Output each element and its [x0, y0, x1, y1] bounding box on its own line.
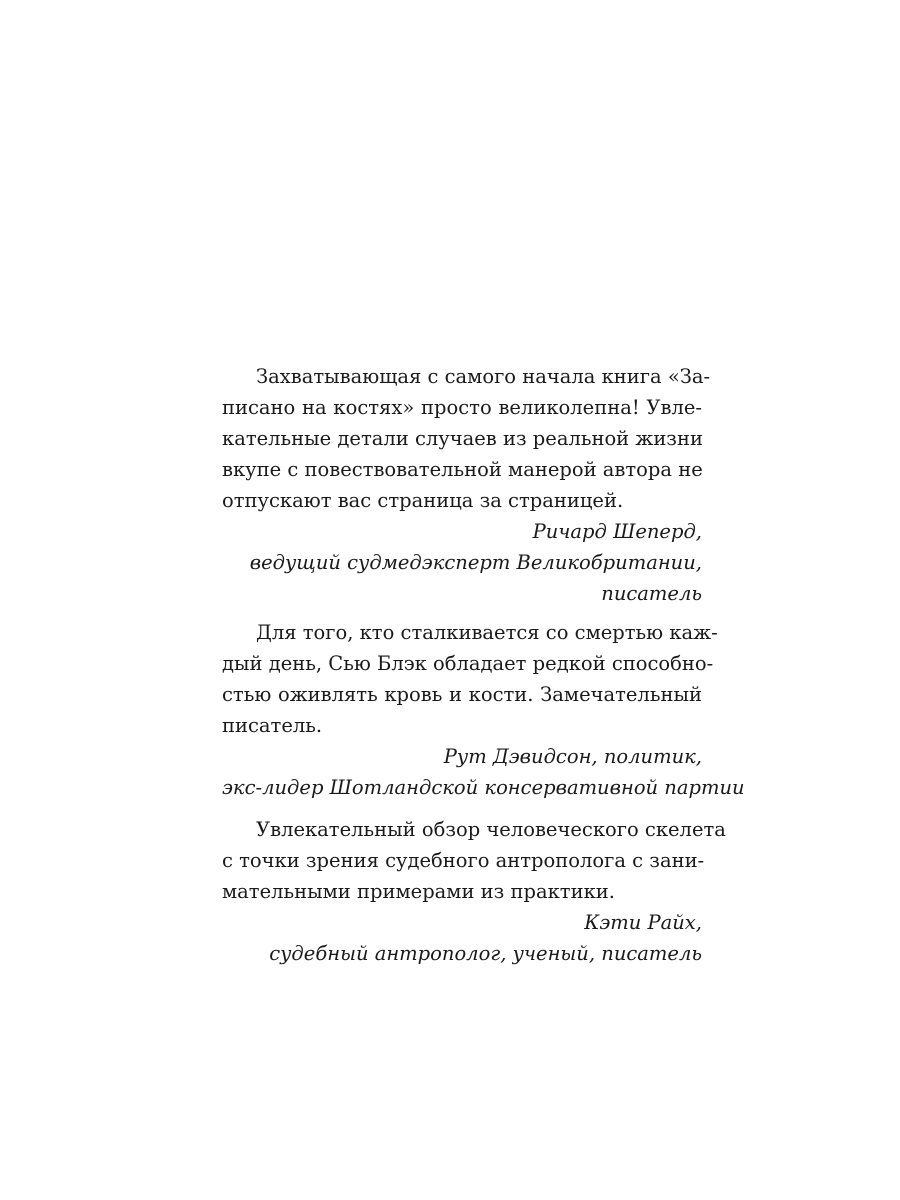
quote-line: писатель.: [222, 714, 323, 737]
attribution-name: Ричард Шеперд,: [532, 520, 702, 543]
quote-line: Увлекательный обзор человеческого скелета: [256, 818, 726, 841]
attribution-title: экс-лидер Шотландской консервативной партии: [222, 776, 745, 799]
quote-line: дый день, Сью Блэк обладает редкой способно-: [222, 652, 714, 675]
quote-line: с точки зрения судебного антрополога с зани-: [222, 849, 705, 872]
quote-line: мательными примерами из практики.: [222, 880, 615, 903]
attribution-title: ведущий судмедэксперт Великобритании,: [249, 551, 702, 574]
quote-line: писано на костях» просто великолепна! Увле-: [222, 396, 702, 419]
attribution-name: Рут Дэвидсон, политик,: [443, 745, 702, 768]
quote-line: кательные детали случаев из реальной жизни: [222, 427, 703, 450]
quote-line: отпускают вас страница за страницей.: [222, 489, 624, 512]
quote-line: Для того, кто сталкивается со смертью каж-: [256, 621, 718, 644]
quote-line: Захватывающая с самого начала книга «За-: [256, 365, 711, 388]
attribution-title: писатель: [601, 582, 702, 605]
attribution-name: Кэти Райх,: [584, 911, 702, 934]
quote-line: стью оживлять кровь и кости. Замечательный: [222, 683, 702, 706]
attribution-title: судебный антрополог, ученый, писатель: [269, 942, 702, 965]
quote-line: вкупе с повествовательной манерой автора не: [222, 458, 703, 481]
